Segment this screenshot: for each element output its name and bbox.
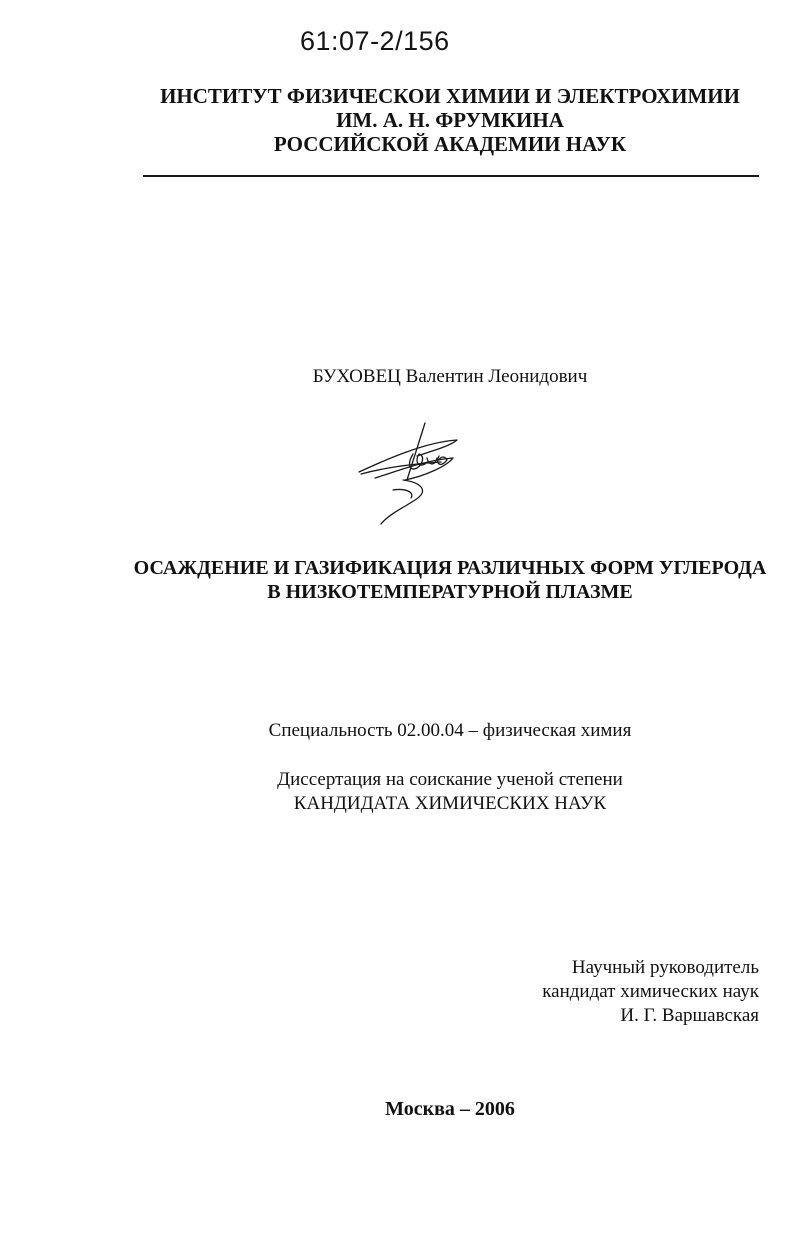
author-name: БУХОВЕЦ Валентин Леонидович [312, 366, 588, 387]
institute-header [140, 84, 760, 156]
degree-line-2: КАНДИДАТА ХИМИЧЕСКИХ НАУК [293, 793, 607, 814]
place-and-year: Москва – 2006 [385, 1098, 515, 1120]
institute-line-1: ИНСТИТУТ ФИЗИЧЕСКОИ ХИМИИ И ЭЛЕКТРОХИМИИ [160, 84, 740, 108]
dissertation-title [120, 556, 780, 604]
supervisor-name: И. Г. Варшавская [620, 1005, 759, 1026]
title-line-1: ОСАЖДЕНИЕ И ГАЗИФИКАЦИЯ РАЗЛИЧНЫХ ФОРМ УГЛЕРОДА [133, 557, 767, 579]
archive-code: 61:07-2/156 [300, 26, 450, 56]
author-signature [355, 420, 465, 530]
supervisor-role: Научный руководитель [571, 957, 759, 978]
supervisor-block [359, 956, 759, 1028]
institute-line-2: ИМ. А. Н. ФРУМКИНА [336, 108, 564, 132]
specialty-line: Специальность 02.00.04 – физическая химия [268, 720, 632, 741]
header-divider [143, 175, 759, 177]
degree-statement [140, 768, 760, 816]
institute-line-3: РОССИЙСКОЙ АКАДЕМИИ НАУК [273, 132, 627, 156]
degree-line-1: Диссертация на соискание ученой степени [277, 769, 623, 790]
title-line-2: В НИЗКОТЕМПЕРАТУРНОЙ ПЛАЗМЕ [267, 581, 633, 603]
supervisor-degree: кандидат химических наук [542, 981, 759, 1002]
